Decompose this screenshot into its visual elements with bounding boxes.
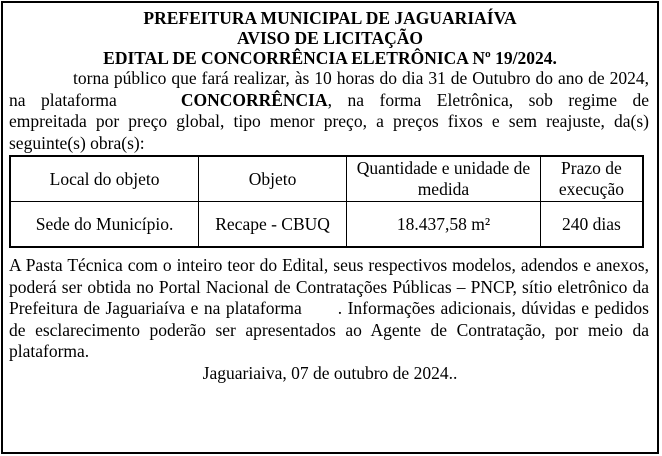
intro-paragraph: [3, 68, 657, 154]
body-text-part1: A Pasta Técnica com o inteiro teor do Edital, seus respectivos modelos, adendos e anexos, poderá ser obtida no Portal Nacional de Contratações Públicas – PNCP, sítio eletrônico da Prefeitura de Jaguariaíva e na plataforma: [9, 255, 649, 318]
body-text-part2: . Informações adicionais, dúvidas e pedidos de esclarecimento poderão ser apresentados ao Agente de Contratação, por meio da plataforma.: [9, 298, 649, 361]
body-paragraph: [3, 255, 657, 363]
works-table: [9, 155, 644, 248]
cell-object: Recape - CBUQ: [199, 202, 347, 248]
header-cell-object: Objeto: [199, 156, 347, 202]
table-header-row: [10, 156, 643, 202]
cell-quantity: 18.437,58 m²: [347, 202, 541, 248]
cell-location: Sede do Município.: [10, 202, 199, 248]
table-row: [10, 202, 643, 248]
intro-text-part1: torna público que fará realizar, às 10 horas do dia 31 de Outubro do ano de 2024, na plataforma: [9, 68, 649, 110]
notice-type-title: AVISO DE LICITAÇÃO: [236, 28, 424, 48]
date-line: Jaguariaiva, 07 de outubro de 2024..: [202, 362, 458, 383]
edital-title: EDITAL DE CONCORRÊNCIA ELETRÔNICA Nº 19/2024.: [103, 48, 557, 68]
header-cell-quantity: Quantidade e unidade de medida: [347, 156, 541, 202]
municipality-title: PREFEITURA MUNICIPAL DE JAGUARIAÍVA: [143, 8, 517, 28]
header-cell-location: Local do objeto: [10, 156, 199, 202]
cell-deadline: 240 dias: [540, 202, 643, 248]
intro-bold-text: CONCORRÊNCIA: [180, 89, 328, 110]
licitacao-notice: [1, 1, 659, 454]
header-cell-deadline: Prazo de execução: [540, 156, 643, 202]
intro-text-part2: , na forma Eletrônica, sob regime de empreitada por preço global, tipo menor preço, a preços fixos e sem reajuste, da(s) seguinte(s) obra(s):: [9, 89, 649, 153]
